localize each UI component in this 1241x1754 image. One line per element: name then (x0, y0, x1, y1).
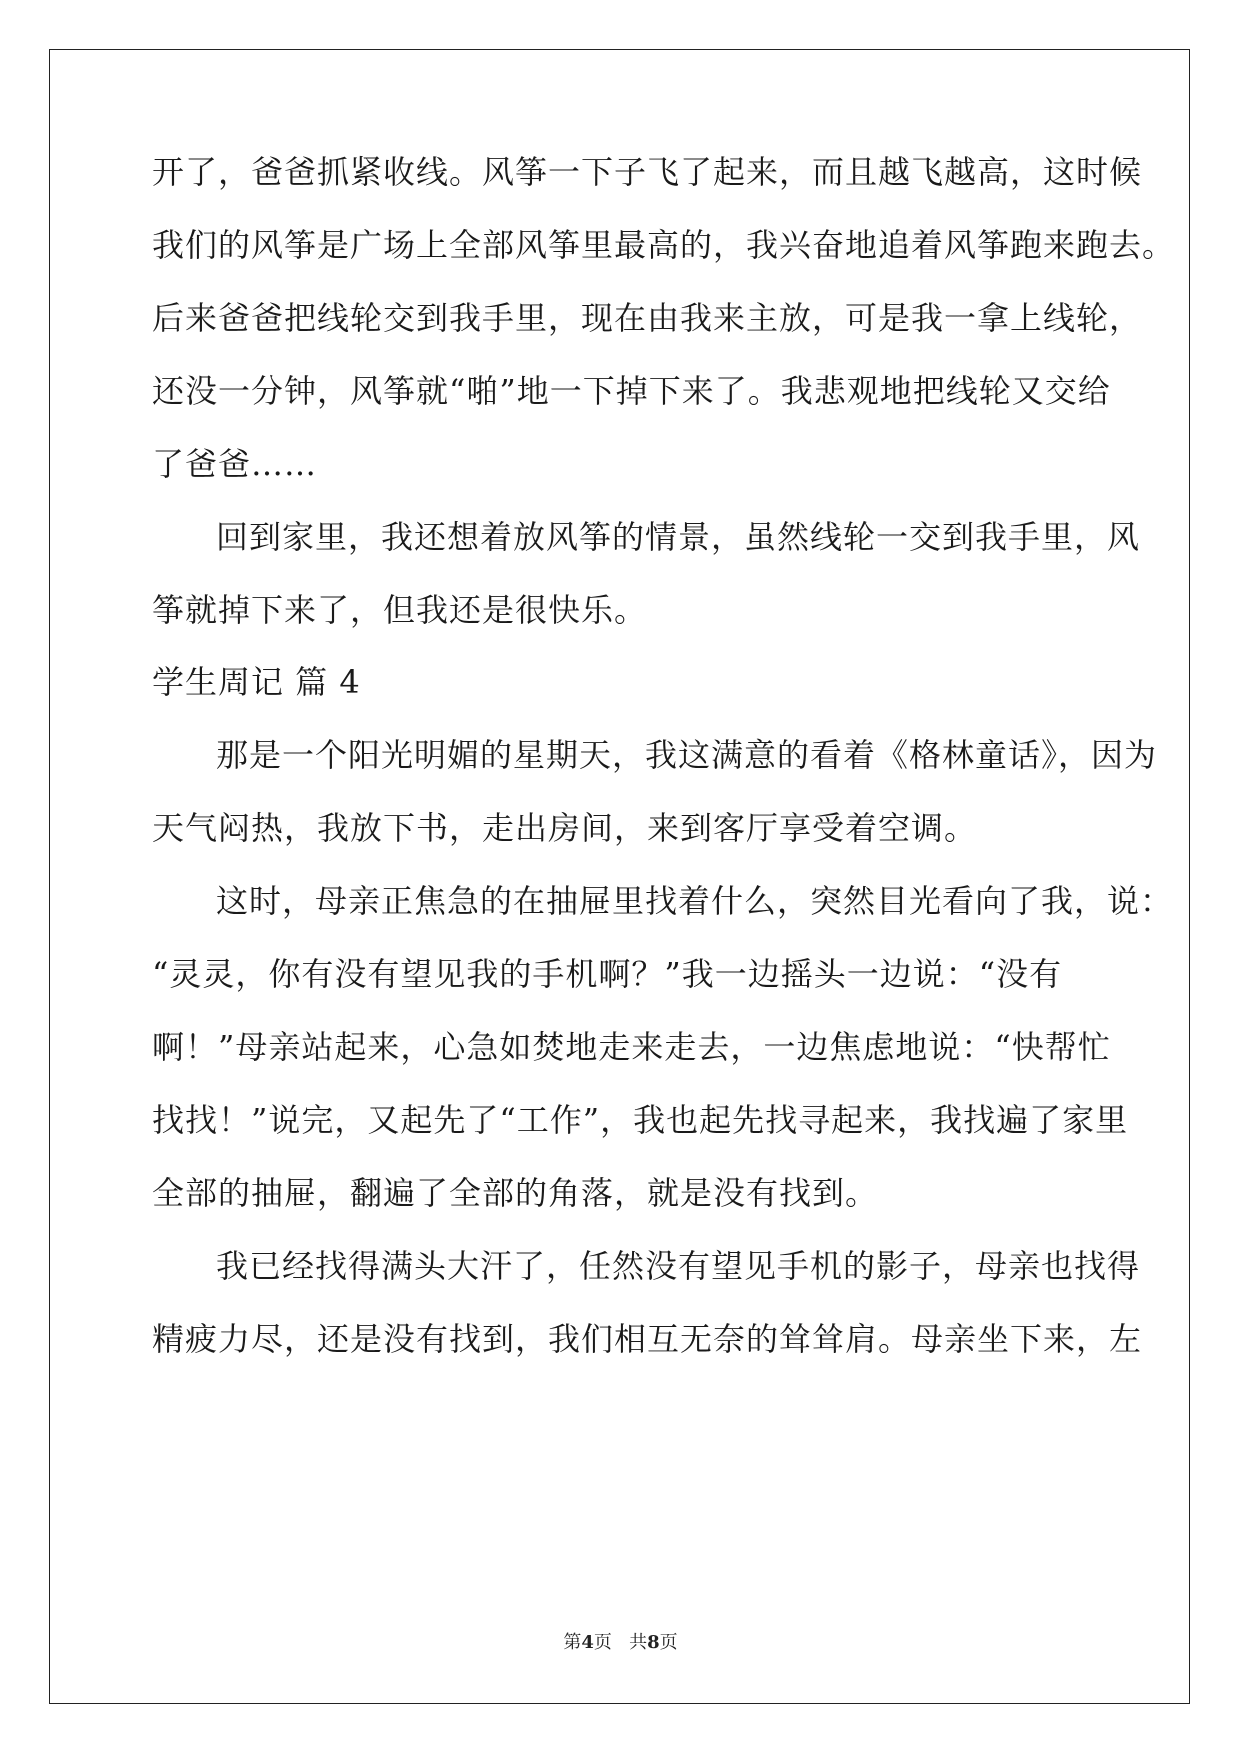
body-line: 了爸爸…… (152, 445, 318, 483)
body-line: 开了，爸爸抓紧收线。风筝一下子飞了起来，而且越飞越高，这时候 (152, 153, 1143, 191)
body-line: 全部的抽屉，翻遍了全部的角落，就是没有找到。 (152, 1174, 879, 1212)
body-line: 回到家里，我还想着放风筝的情景，虽然线轮一交到我手里，风 (216, 518, 1141, 556)
body-line: 我们的风筝是广场上全部风筝里最高的，我兴奋地追着风筝跑来跑去。 (152, 226, 1176, 264)
body-line: 精疲力尽，还是没有找到，我们相互无奈的耸耸肩。母亲坐下来，左 (152, 1320, 1143, 1358)
body-line: 找找！”说完，又起先了“工作”，我也起先找寻起来，我找遍了家里 (152, 1101, 1129, 1139)
body-line: 我已经找得满头大汗了，任然没有望见手机的影子，母亲也找得 (216, 1247, 1141, 1285)
body-line: 后来爸爸把线轮交到我手里，现在由我来主放，可是我一拿上线轮， (152, 299, 1143, 337)
body-line: 还没一分钟，风筝就“啪”地一下掉下来了。我悲观地把线轮又交给 (152, 372, 1111, 410)
body-line: 这时，母亲正焦急的在抽屉里找着什么，突然目光看向了我，说： (216, 882, 1174, 920)
section-heading: 学生周记 篇 4 (152, 663, 361, 701)
total-suffix: 页 (659, 1632, 678, 1653)
total-pages: 8 (647, 1632, 660, 1653)
page-number: 4 (581, 1632, 594, 1653)
body-line: 天气闷热，我放下书，走出房间，来到客厅享受着空调。 (152, 809, 978, 847)
page-suffix: 页 (593, 1632, 612, 1653)
body-line: “灵灵，你有没有望见我的手机啊？”我一边摇头一边说：“没有 (152, 955, 1063, 993)
body-line: 那是一个阳光明媚的星期天，我这满意的看着《格林童话》，因为 (216, 736, 1158, 774)
page-prefix: 第 (563, 1632, 582, 1653)
body-line: 啊！”母亲站起来，心急如焚地走来走去，一边焦虑地说：“快帮忙 (152, 1028, 1111, 1066)
body-line: 筝就掉下来了，但我还是很快乐。 (152, 591, 648, 629)
total-prefix: 共 (629, 1632, 648, 1653)
page-footer (0, 1628, 1241, 1654)
